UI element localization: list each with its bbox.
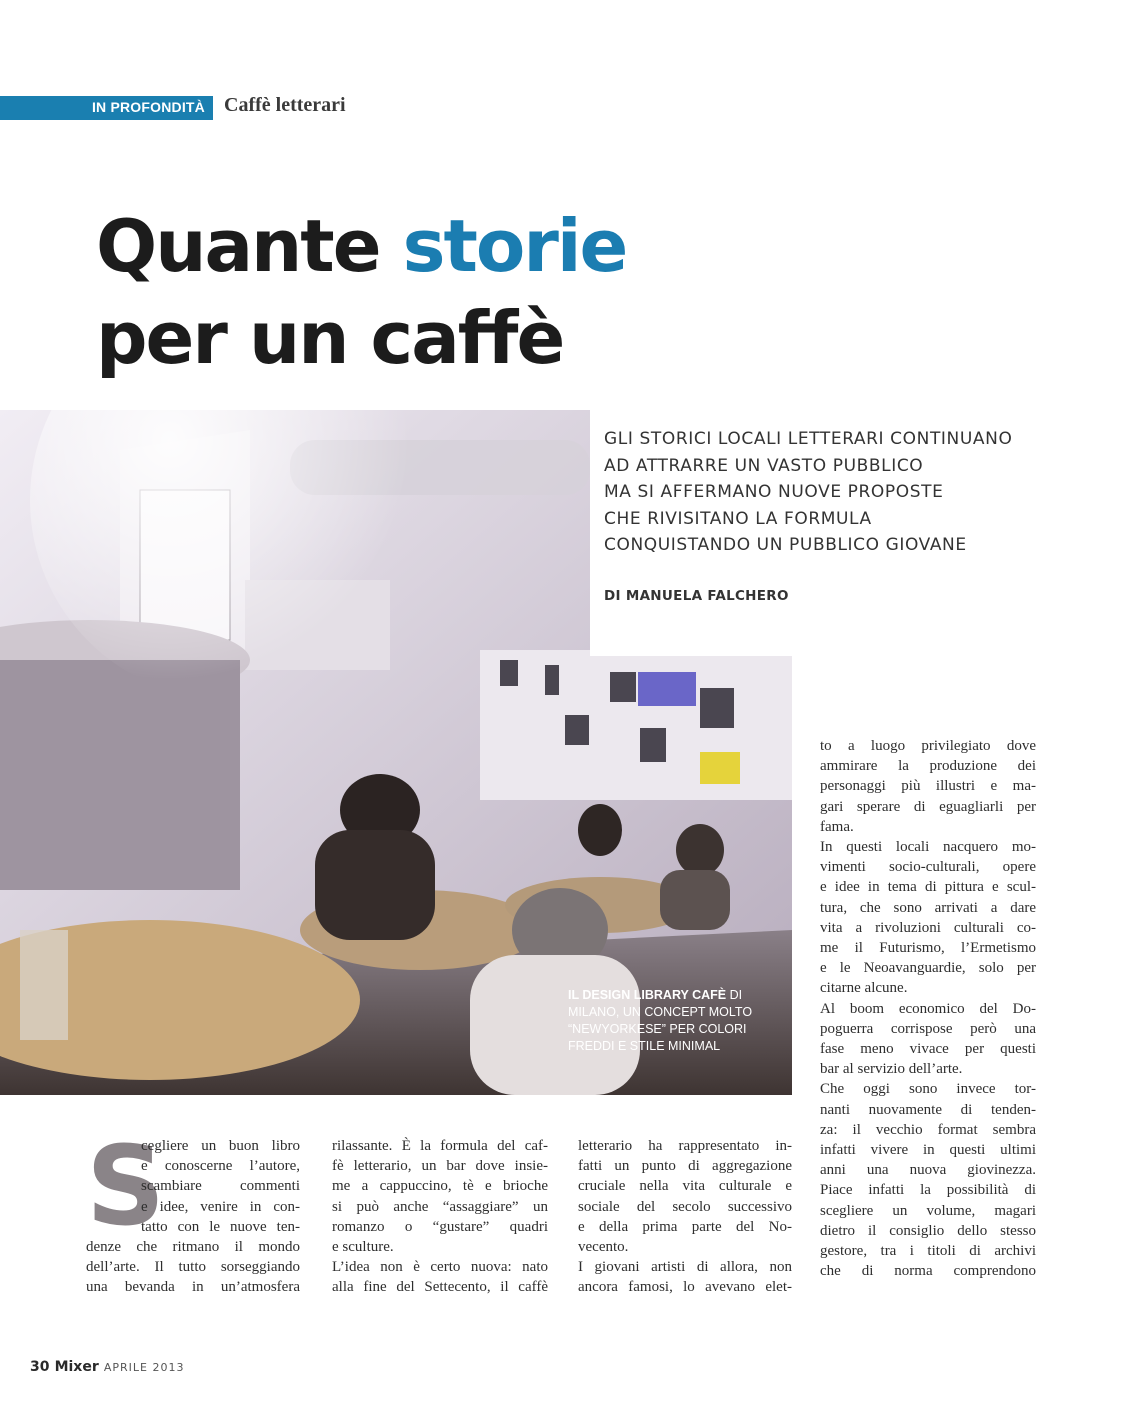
section-topic: Caffè letterari bbox=[224, 94, 346, 116]
body-line: rilassante. È la formula del caf- bbox=[332, 1138, 548, 1154]
body-line: sociale del secolo successivo bbox=[578, 1198, 792, 1215]
magazine-name: Mixer bbox=[54, 1359, 99, 1375]
body-line: cruciale nella vita culturale e bbox=[578, 1178, 792, 1195]
body-line: citarne alcune. bbox=[820, 980, 908, 997]
body-line: cegliere un buon libro bbox=[141, 1138, 300, 1154]
body-line: una bevanda in un’atmosfera bbox=[86, 1279, 300, 1296]
body-line: letterario ha rappresentato in- bbox=[578, 1138, 792, 1154]
standfirst-line: GLI STORICI LOCALI LETTERARI CONTINUANO bbox=[604, 429, 1013, 449]
section-label: IN PROFONDITÀ bbox=[91, 99, 205, 115]
body-line: fatti un punto di aggregazione bbox=[578, 1158, 792, 1175]
body-line: e della prima parte del No- bbox=[578, 1218, 792, 1235]
body-line: fè letterario, un bar dove insie- bbox=[332, 1158, 548, 1175]
page-footer bbox=[30, 1356, 184, 1375]
headline-line-1 bbox=[96, 204, 627, 288]
body-line: me il Futurismo, l’Ermetismo bbox=[820, 940, 1036, 957]
body-line: personaggi più illustri e ma- bbox=[820, 778, 1036, 795]
headline-line-2: per un caffè bbox=[96, 296, 564, 380]
body-line: to a luogo privilegiato dove bbox=[820, 738, 1036, 754]
issue-date: APRILE 2013 bbox=[103, 1361, 185, 1374]
body-line: fase meno vivace per questi bbox=[820, 1041, 1036, 1058]
body-line: e idee, venire in con- bbox=[141, 1198, 300, 1215]
body-line: gari sperare di eguagliarli per bbox=[820, 798, 1036, 815]
byline: DI MANUELA FALCHERO bbox=[604, 588, 789, 604]
body-line: vecento. bbox=[578, 1239, 629, 1256]
body-line: e conoscerne l’autore, bbox=[141, 1158, 300, 1175]
body-line: tatto con le nuove ten- bbox=[141, 1218, 300, 1235]
body-line: si può anche “assaggiare” un bbox=[332, 1198, 548, 1215]
body-column-4 bbox=[820, 736, 1036, 1281]
body-line: ancora famosi, lo avevano elet- bbox=[578, 1279, 792, 1296]
body-line: Piace infatti la possibilità di bbox=[820, 1182, 1036, 1199]
body-line: anni una nuova giovinezza. bbox=[820, 1162, 1036, 1179]
body-line: L’idea non è certo nuova: nato bbox=[332, 1259, 548, 1276]
caption-title: IL DESIGN LIBRARY CAFÈ bbox=[568, 988, 727, 1002]
standfirst-line: MA SI AFFERMANO NUOVE PROPOSTE bbox=[604, 482, 944, 502]
body-line: ammirare la produzione dei bbox=[820, 758, 1036, 775]
photo-caption bbox=[568, 987, 788, 1055]
body-line: Al boom economico del Do- bbox=[820, 1000, 1036, 1017]
body-line: infatti vivere in questi ultimi bbox=[820, 1142, 1036, 1159]
headline-part: Quante bbox=[96, 204, 403, 288]
body-line: che di norma comprendono bbox=[820, 1263, 1036, 1280]
standfirst-line: AD ATTRARRE UN VASTO PUBBLICO bbox=[604, 455, 924, 476]
body-line: bar al servizio dell’arte. bbox=[820, 1061, 963, 1078]
body-line: scambiare commenti bbox=[141, 1178, 300, 1195]
body-line: Che oggi sono invece tor- bbox=[820, 1081, 1036, 1098]
caption-text: DI MILANO, UN CONCEPT MOLTO “NEWYORKESE” PER COLORI FREDDI E STILE MINIMAL bbox=[568, 988, 753, 1053]
headline-accent-word: storie bbox=[402, 204, 627, 288]
body-line: za: il vecchio format sembra bbox=[820, 1121, 1036, 1138]
body-line: gestore, tra i titoli di archivi bbox=[820, 1243, 1036, 1260]
drop-cap: S bbox=[86, 1122, 164, 1250]
body-line: dell’arte. Il tutto sorseggiando bbox=[86, 1259, 300, 1276]
standfirst-line: CHE RIVISITANO LA FORMULA bbox=[604, 508, 872, 529]
standfirst bbox=[604, 426, 1024, 559]
body-line: e idee in tema di pittura e scul- bbox=[820, 879, 1036, 896]
body-line: dietro il consiglio dello stesso bbox=[820, 1222, 1036, 1239]
body-column-1 bbox=[86, 1122, 300, 1298]
section-bar bbox=[0, 96, 213, 120]
body-line: I giovani artisti di allora, non bbox=[578, 1259, 792, 1276]
body-line: vita a rivoluzioni culturali co- bbox=[820, 919, 1036, 936]
body-line: me a cappuccino, tè e brioche bbox=[332, 1178, 548, 1195]
body-line: nanti nuovamente di tenden- bbox=[820, 1101, 1036, 1118]
body-line: alla fine del Settecento, il caffè bbox=[332, 1279, 548, 1296]
body-line: e le Neoavanguardie, solo per bbox=[820, 960, 1036, 977]
body-column-3 bbox=[578, 1136, 792, 1298]
standfirst-line: CONQUISTANDO UN PUBBLICO GIOVANE bbox=[604, 535, 967, 555]
body-line: In questi locali nacquero mo- bbox=[820, 839, 1036, 856]
body-line: scegliere un volume, magari bbox=[820, 1202, 1036, 1219]
page-number: 30 bbox=[30, 1359, 50, 1375]
body-line: fama. bbox=[820, 818, 854, 835]
body-column-2 bbox=[332, 1136, 548, 1298]
body-line: romanzo o “gustare” quadri bbox=[332, 1218, 548, 1235]
body-line: vimenti socio-culturali, opere bbox=[820, 859, 1036, 876]
body-line: e sculture. bbox=[332, 1239, 394, 1256]
body-line: poguerra corrispose però una bbox=[820, 1020, 1036, 1037]
body-line: denze che ritmano il mondo bbox=[86, 1239, 300, 1256]
body-line: tura, che sono arrivati a dare bbox=[820, 899, 1036, 916]
